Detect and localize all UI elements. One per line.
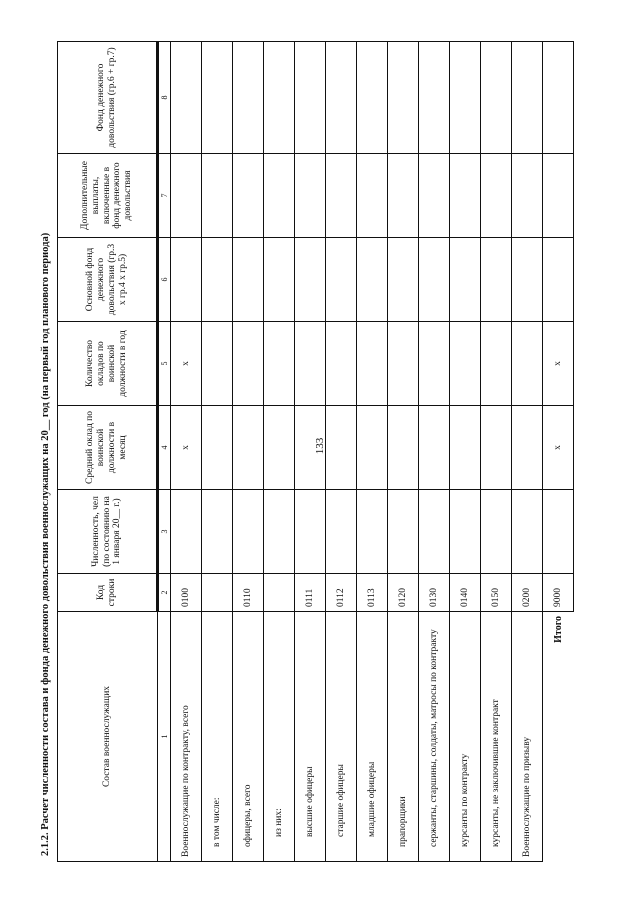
- cell-average-salary: [357, 406, 388, 490]
- cell-base-fund: [357, 238, 388, 322]
- row-label: курсанты по контракту: [450, 612, 481, 862]
- cell-total-fund: [202, 42, 233, 154]
- cell-salary-count: [419, 322, 450, 406]
- row-label: из них:: [264, 612, 295, 862]
- table-row: [233, 42, 264, 862]
- column-number: 1: [158, 612, 171, 862]
- cell-base-fund: [264, 238, 295, 322]
- table-row: [512, 42, 543, 862]
- cell-total-fund: [233, 42, 264, 154]
- cell-total-fund: [357, 42, 388, 154]
- cell-additional-payments: [419, 154, 450, 238]
- row-code: 0100: [171, 574, 202, 612]
- header-salary-count: Количество окладов по воинской должности в год: [58, 322, 158, 406]
- cell-headcount: [419, 490, 450, 574]
- page-number: 133: [314, 437, 326, 455]
- cell-additional-payments: [357, 154, 388, 238]
- table-row: [450, 42, 481, 862]
- cell-average-salary: х: [543, 406, 574, 490]
- cell-additional-payments: [512, 154, 543, 238]
- cell-additional-payments: [233, 154, 264, 238]
- row-label: курсанты, не заключившие контракт: [481, 612, 512, 862]
- cell-average-salary: [295, 406, 326, 490]
- cell-salary-count: х: [543, 322, 574, 406]
- cell-additional-payments: [481, 154, 512, 238]
- cell-salary-count: [388, 322, 419, 406]
- cell-base-fund: [233, 238, 264, 322]
- cell-headcount: [202, 490, 233, 574]
- cell-salary-count: х: [171, 322, 202, 406]
- cell-total-fund: [295, 42, 326, 154]
- cell-total-fund: [481, 42, 512, 154]
- cell-average-salary: [264, 406, 295, 490]
- row-code: [264, 574, 295, 612]
- table-row: [357, 42, 388, 862]
- row-label: Военнослужащие по призыву: [512, 612, 543, 862]
- cell-base-fund: [171, 238, 202, 322]
- cell-average-salary: [419, 406, 450, 490]
- cell-salary-count: [450, 322, 481, 406]
- cell-total-fund: [171, 42, 202, 154]
- header-row-code: Код строки: [58, 574, 158, 612]
- cell-additional-payments: [295, 154, 326, 238]
- total-label: Итого: [552, 616, 564, 643]
- row-label: старшие офицеры: [326, 612, 357, 862]
- column-number: 7: [158, 154, 171, 238]
- cell-headcount: [326, 490, 357, 574]
- table-row: [264, 42, 295, 862]
- cell-base-fund: [388, 238, 419, 322]
- section-title: 2.1.2. Расчет численности состава и фонда денежного довольствия военнослужащих на 20__ год (на первый год планового периода): [40, 232, 51, 856]
- row-label: Военнослужащие по контракту, всего: [171, 612, 202, 862]
- row-label: офицеры, всего: [233, 612, 264, 862]
- cell-average-salary: х: [171, 406, 202, 490]
- total-code: 9000: [543, 574, 574, 612]
- cell-headcount: [543, 490, 574, 574]
- header-headcount: Численность, чел (по состоянию на 1 января 20__ г.): [58, 490, 158, 574]
- cell-headcount: [233, 490, 264, 574]
- cell-additional-payments: [326, 154, 357, 238]
- cell-headcount: [481, 490, 512, 574]
- total-row: [543, 42, 574, 862]
- cell-salary-count: [233, 322, 264, 406]
- table-row: [202, 42, 233, 862]
- cell-average-salary: [450, 406, 481, 490]
- cell-additional-payments: [543, 154, 574, 238]
- cell-total-fund: [512, 42, 543, 154]
- cell-headcount: [450, 490, 481, 574]
- cell-total-fund: [419, 42, 450, 154]
- cell-additional-payments: [388, 154, 419, 238]
- column-number: 8: [158, 42, 171, 154]
- header-additional-payments: Дополнительные выплаты, включенные в фонд денежного довольствия: [58, 154, 158, 238]
- cell-total-fund: [326, 42, 357, 154]
- row-code: 0140: [450, 574, 481, 612]
- column-number: 4: [158, 406, 171, 490]
- rotated-document: [40, 42, 600, 862]
- cell-total-fund: [388, 42, 419, 154]
- row-code: [202, 574, 233, 612]
- cell-average-salary: [202, 406, 233, 490]
- cell-salary-count: [264, 322, 295, 406]
- cell-base-fund: [419, 238, 450, 322]
- cell-base-fund: [450, 238, 481, 322]
- column-number: 5: [158, 322, 171, 406]
- row-code: 0110: [233, 574, 264, 612]
- cell-headcount: [388, 490, 419, 574]
- table-row: [481, 42, 512, 862]
- row-label: сержанты, старшины, солдаты, матросы по контракту: [419, 612, 450, 862]
- cell-total-fund: [543, 42, 574, 154]
- row-label: младшие офицеры: [357, 612, 388, 862]
- cell-base-fund: [481, 238, 512, 322]
- cell-base-fund: [543, 238, 574, 322]
- row-label: в том числе:: [202, 612, 233, 862]
- cell-average-salary: [326, 406, 357, 490]
- cell-base-fund: [512, 238, 543, 322]
- row-code: 0112: [326, 574, 357, 612]
- cell-average-salary: [233, 406, 264, 490]
- header-total-fund: Фонд денежного довольствия (гр.6 + гр.7): [58, 42, 158, 154]
- row-code: 0111: [295, 574, 326, 612]
- cell-additional-payments: [264, 154, 295, 238]
- cell-headcount: [264, 490, 295, 574]
- cell-salary-count: [326, 322, 357, 406]
- header-average-salary: Средний оклад по воинской должности в месяц: [58, 406, 158, 490]
- cell-salary-count: [481, 322, 512, 406]
- column-number-row: [158, 42, 171, 862]
- personnel-pay-table: [57, 41, 574, 862]
- cell-headcount: [171, 490, 202, 574]
- column-number: 3: [158, 490, 171, 574]
- cell-base-fund: [295, 238, 326, 322]
- column-number: 2: [158, 574, 171, 612]
- table-row: [295, 42, 326, 862]
- cell-headcount: [512, 490, 543, 574]
- row-code: 0130: [419, 574, 450, 612]
- cell-salary-count: [295, 322, 326, 406]
- cell-additional-payments: [171, 154, 202, 238]
- row-code: 0150: [481, 574, 512, 612]
- cell-total-fund: [450, 42, 481, 154]
- cell-headcount: [357, 490, 388, 574]
- cell-total-fund: [264, 42, 295, 154]
- column-number: 6: [158, 238, 171, 322]
- cell-additional-payments: [202, 154, 233, 238]
- cell-salary-count: [512, 322, 543, 406]
- row-code: 0200: [512, 574, 543, 612]
- table-row: [171, 42, 202, 862]
- header-composition: Состав военнослужащих: [58, 612, 158, 862]
- table-row: [326, 42, 357, 862]
- cell-average-salary: [388, 406, 419, 490]
- header-row: [58, 42, 158, 862]
- header-base-fund: Основной фонд денежного довольствия (гр.3 х гр.4 х гр.5): [58, 238, 158, 322]
- cell-headcount: [295, 490, 326, 574]
- cell-average-salary: [512, 406, 543, 490]
- cell-base-fund: [202, 238, 233, 322]
- cell-salary-count: [202, 322, 233, 406]
- cell-average-salary: [481, 406, 512, 490]
- cell-additional-payments: [450, 154, 481, 238]
- cell-salary-count: [357, 322, 388, 406]
- row-code: 0113: [357, 574, 388, 612]
- row-label: прапорщики: [388, 612, 419, 862]
- row-code: 0120: [388, 574, 419, 612]
- table-row: [388, 42, 419, 862]
- cell-base-fund: [326, 238, 357, 322]
- row-label: высшие офицеры: [295, 612, 326, 862]
- table-row: [419, 42, 450, 862]
